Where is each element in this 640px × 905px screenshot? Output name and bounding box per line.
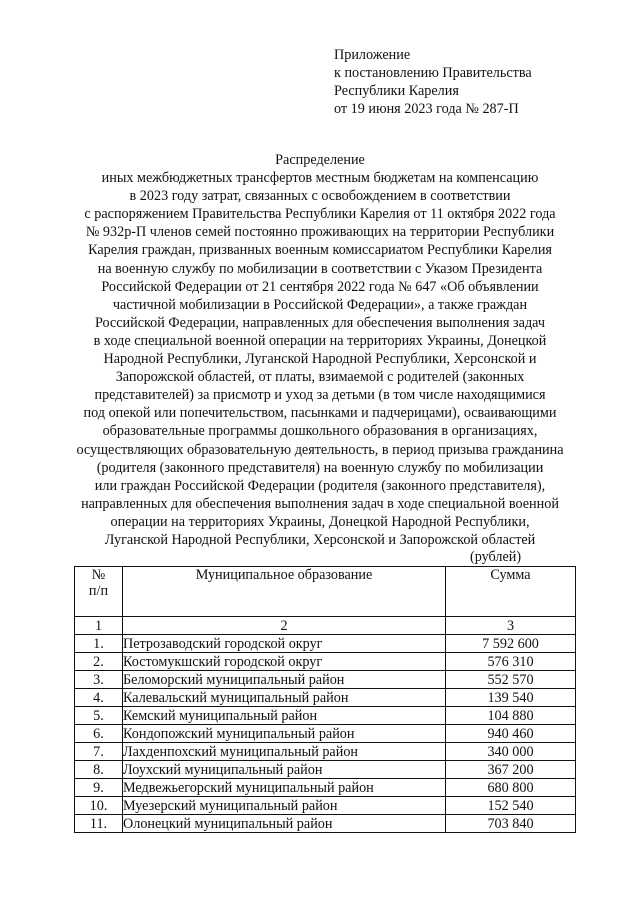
row-sum: 576 310 [446, 653, 576, 671]
title-line: Народной Республики, Луганской Народной Республики, Херсонской и [103, 351, 537, 368]
row-municipality: Олонецкий муниципальный район [123, 815, 446, 833]
row-sum: 680 800 [446, 779, 576, 797]
title-line: Луганской Народной Республики, Херсонской и Запорожской областей [104, 531, 536, 548]
header-municipality: Муниципальное образование [123, 567, 446, 617]
title-line: или граждан Российской Федерации (родителя (законного представителя), [94, 477, 546, 494]
row-municipality: Кемский муниципальный район [123, 707, 446, 725]
row-number: 2. [75, 653, 123, 671]
row-municipality: Калевальский муниципальный район [123, 689, 446, 707]
title-line: Распределение [275, 152, 365, 168]
row-municipality: Лоухский муниципальный район [123, 761, 446, 779]
title-line: (родителя (законного представителя) на военную службу по мобилизации [96, 459, 544, 476]
row-number: 6. [75, 725, 123, 743]
row-municipality: Беломорский муниципальный район [123, 671, 446, 689]
table-row [75, 779, 576, 797]
title-line: в 2023 году затрат, связанных с освобождением в соответствии [129, 188, 511, 205]
row-sum: 940 460 [446, 725, 576, 743]
title-line: направленных для обеспечения выполнения задач в ходе специальной военной [81, 495, 559, 512]
title-line: осуществляющих образовательную деятельность, в период призыва гражданина [76, 441, 564, 458]
title-line: с распоряжением Правительства Республики Карелия от 11 октября 2022 года [84, 206, 556, 223]
appendix-line: Приложение [334, 47, 411, 63]
title-line: иных межбюджетных трансфертов местным бюджетам на компенсацию [101, 170, 539, 187]
title-line: Запорожской областей, от платы, взимаемой с родителей (законных [115, 369, 525, 386]
title-line: операции на территориях Украины, Донецкой Народной Республики, [110, 513, 530, 530]
title-line: представителей) за присмотр и уход за детьми (в том числе находящимися [94, 387, 546, 404]
column-index: 1 [75, 617, 123, 635]
appendix-block [334, 46, 532, 118]
row-number: 11. [75, 815, 123, 833]
appendix-line: к постановлению Правительства [334, 65, 532, 81]
title-line: на военную службу по мобилизации в соответствии с Указом Президента [97, 260, 543, 277]
distribution-table [74, 566, 576, 833]
row-number: 5. [75, 707, 123, 725]
table-row [75, 653, 576, 671]
row-sum: 703 840 [446, 815, 576, 833]
row-number: 4. [75, 689, 123, 707]
row-sum: 552 570 [446, 671, 576, 689]
title-line: в ходе специальной военной операции на территориях Украины, Донецкой [93, 332, 547, 349]
table-row [75, 635, 576, 653]
row-sum: 367 200 [446, 761, 576, 779]
header-sum: Сумма [446, 567, 576, 617]
table-row [75, 743, 576, 761]
table-row [75, 761, 576, 779]
row-sum: 139 540 [446, 689, 576, 707]
row-sum: 7 592 600 [446, 635, 576, 653]
header-number: № п/п [75, 567, 123, 617]
row-municipality: Кондопожский муниципальный район [123, 725, 446, 743]
appendix-line: Республики Карелия [334, 83, 459, 99]
row-sum: 340 000 [446, 743, 576, 761]
title-line: частичной мобилизации в Российской Федерации», а также граждан [112, 296, 528, 313]
appendix-line: от 19 июня 2023 года № 287-П [334, 101, 519, 117]
row-number: 1. [75, 635, 123, 653]
table-row [75, 689, 576, 707]
row-number: 9. [75, 779, 123, 797]
title-line: под опекой или попечительством, пасынками и падчерицами), осваивающими [83, 405, 557, 422]
row-municipality: Петрозаводский городской округ [123, 635, 446, 653]
row-municipality: Костомукшский городской округ [123, 653, 446, 671]
row-number: 10. [75, 797, 123, 815]
column-index: 2 [123, 617, 446, 635]
title-line: № 932р-П членов семей постоянно проживающих на территории Республики [85, 224, 555, 241]
table-header-row [75, 567, 576, 617]
title-line: образовательные программы дошкольного образования в организациях, [102, 423, 538, 440]
row-sum: 152 540 [446, 797, 576, 815]
row-municipality: Лахденпохский муниципальный район [123, 743, 446, 761]
units-label: (рублей) [470, 549, 522, 565]
table-row [75, 797, 576, 815]
row-number: 8. [75, 761, 123, 779]
document-title [30, 151, 610, 549]
title-line: Российской Федерации от 21 сентября 2022 года № 647 «Об объявлении [101, 278, 539, 295]
table-row [75, 671, 576, 689]
row-number: 7. [75, 743, 123, 761]
row-sum: 104 880 [446, 707, 576, 725]
column-index: 3 [446, 617, 576, 635]
table-row [75, 815, 576, 833]
row-municipality: Муезерский муниципальный район [123, 797, 446, 815]
title-line: Российской Федерации, направленных для обеспечения выполнения задач [94, 314, 546, 331]
title-line: Карелия граждан, призванных военным комиссариатом Республики Карелия [88, 242, 552, 259]
row-number: 3. [75, 671, 123, 689]
table-row [75, 725, 576, 743]
table-row [75, 707, 576, 725]
row-municipality: Медвежьегорский муниципальный район [123, 779, 446, 797]
column-index-row [75, 617, 576, 635]
